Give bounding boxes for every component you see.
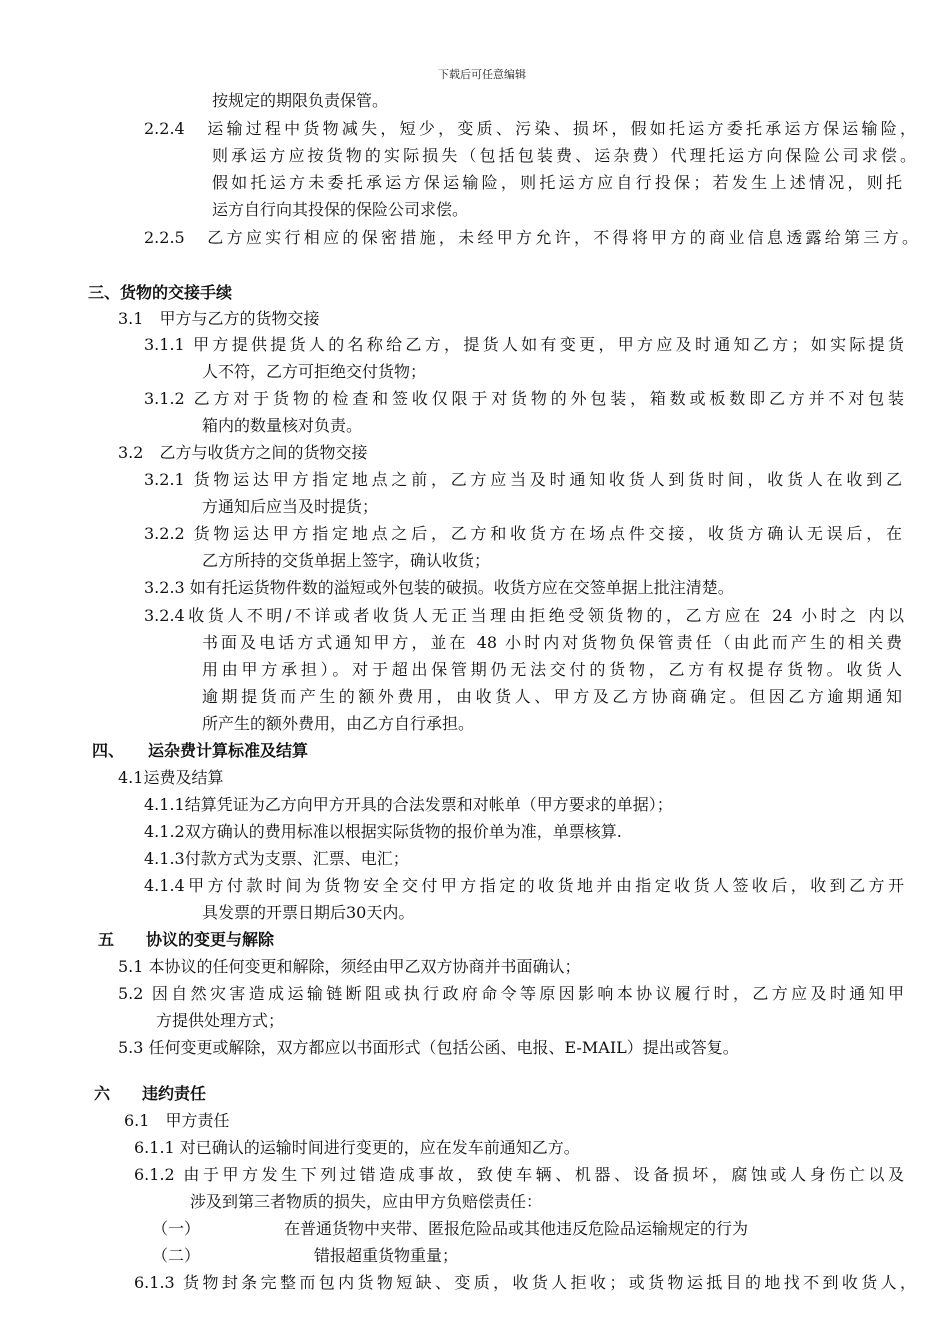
text-line: 乙方所持的交货单据上签字，确认收货； (202, 551, 491, 570)
text-line: 人不符，乙方可拒绝交付货物； (202, 362, 427, 381)
clause-3-2-1: 3.2.1 货物运达甲方指定地点之前，乙方应当及时通知收货人到货时间，收货人在收到乙 (144, 470, 902, 489)
text-line: 用由甲方承担）。对于超出保管期仍无法交付的货物，乙方有权提存货物。收货人 (202, 660, 902, 679)
clause-5-1: 5.1 本协议的任何变更和解除，须经由甲乙双方协商并书面确认； (118, 957, 581, 976)
list-item-text: 在普通货物中夹带、匿报危险品或其他违反危险品运输规定的行为 (284, 1219, 749, 1238)
subsection-4-1: 4.1运费及结算 (118, 768, 224, 787)
clause-3-2-2: 3.2.2 货物运达甲方指定地点之后，乙方和收货方在场点件交接，收货方确认无误后，在 (144, 524, 902, 543)
clause-6-1-3: 6.1.3 货物封条完整而包内货物短缺、变质，收货人拒收；或货物运抵目的地找不到收货人， (134, 1273, 916, 1292)
clause-6-1-1: 6.1.1 对已确认的运输时间进行变更的，应在发车前通知乙方。 (134, 1138, 580, 1157)
section-heading-5: 五 协议的变更与解除 (98, 930, 275, 949)
text-line: 所产生的额外费用，由乙方自行承担。 (202, 714, 475, 733)
section-heading-3: 三、货物的交接手续 (88, 283, 233, 302)
list-marker: （二） (152, 1246, 201, 1265)
page-header: 下载后可任意编辑 (438, 68, 526, 81)
text-line: 具发票的开票日期后30天内。 (202, 903, 415, 922)
clause-5-3: 5.3 任何变更或解除，双方都应以书面形式（包括公函、电报、E-MAIL）提出或答复。 (118, 1038, 739, 1057)
text-line: 则承运方应按货物的实际损失（包括包装费、运杂费）代理托运方向保险公司求偿。 (212, 146, 916, 165)
text-line: 运方自行向其投保的保险公司求偿。 (212, 200, 469, 219)
text-line: 逾期提货而产生的额外费用，由收货人、甲方及乙方协商确定。但因乙方逾期通知 (202, 687, 902, 706)
text-line: 方提供处理方式； (156, 1011, 285, 1030)
clause-3-1-2: 3.1.2 乙方对于货物的检查和签收仅限于对货物的外包装，箱数或板数即乙方并不对包装 (144, 389, 904, 408)
clause-3-2-3: 3.2.3 如有托运货物件数的溢短或外包装的破损。收货方应在交签单据上批注清楚。 (144, 578, 734, 597)
clause-2-2-5: 2.2.5 乙方应实行相应的保密措施，未经甲方允许，不得将甲方的商业信息透露给第三方。 (144, 228, 918, 247)
clause-3-2-4: 3.2.4收货人不明/不详或者收货人无正当理由拒绝受领货物的，乙方应在 24 小时之 内以 (144, 606, 904, 625)
clause-3-1-1: 3.1.1 甲方提供提货人的名称给乙方，提货人如有变更，甲方应及时通知乙方；如实际提货 (144, 335, 904, 354)
text-line: 书面及电话方式通知甲方，並在 48 小时内对货物负保管责任（由此而产生的相关费 (202, 633, 902, 652)
text-line: 涉及到第三者物质的损失，应由甲方负赔偿责任： (190, 1192, 543, 1211)
list-marker: （一） (152, 1219, 201, 1238)
subsection-3-1: 3.1 甲方与乙方的货物交接 (118, 309, 320, 328)
clause-4-1-2: 4.1.2双方确认的费用标准以根据实际货物的报价单为准，单票核算. (144, 822, 622, 841)
text-line: 箱内的数量核对负责。 (202, 416, 363, 435)
list-item-text: 错报超重货物重量； (314, 1246, 459, 1265)
text-line: 方通知后应当及时提货； (202, 497, 379, 516)
text-line: 按规定的期限负责保管。 (212, 91, 389, 110)
clause-4-1-3: 4.1.3付款方式为支票、汇票、电汇； (144, 849, 409, 868)
section-heading-4: 四、 运杂费计算标准及结算 (92, 741, 309, 760)
subsection-6-1: 6.1 甲方责任 (124, 1111, 230, 1130)
subsection-3-2: 3.2 乙方与收货方之间的货物交接 (118, 443, 368, 462)
clause-4-1-1: 4.1.1结算凭证为乙方向甲方开具的合法发票和对帐单（甲方要求的单据）； (144, 795, 673, 814)
text-line: 假如托运方未委托承运方保运输险，则托运方应自行投保；若发生上述情况，则托 (212, 173, 902, 192)
clause-2-2-4: 2.2.4 运输过程中货物减失，短少，变质、污染、损坏，假如托运方委托承运方保运输险， (144, 119, 916, 138)
clause-6-1-2: 6.1.2 由于甲方发生下列过错造成事故，致使车辆、机器、设备损坏，腐蚀或人身伤亡以及 (134, 1165, 904, 1184)
clause-4-1-4: 4.1.4甲方付款时间为货物安全交付甲方指定的收货地并由指定收货人签收后，收到乙方开 (144, 876, 904, 895)
clause-5-2: 5.2 因自然灾害造成运输链断阻或执行政府命令等原因影响本协议履行时，乙方应及时通知甲 (118, 984, 904, 1003)
section-heading-6: 六 违约责任 (94, 1084, 207, 1103)
